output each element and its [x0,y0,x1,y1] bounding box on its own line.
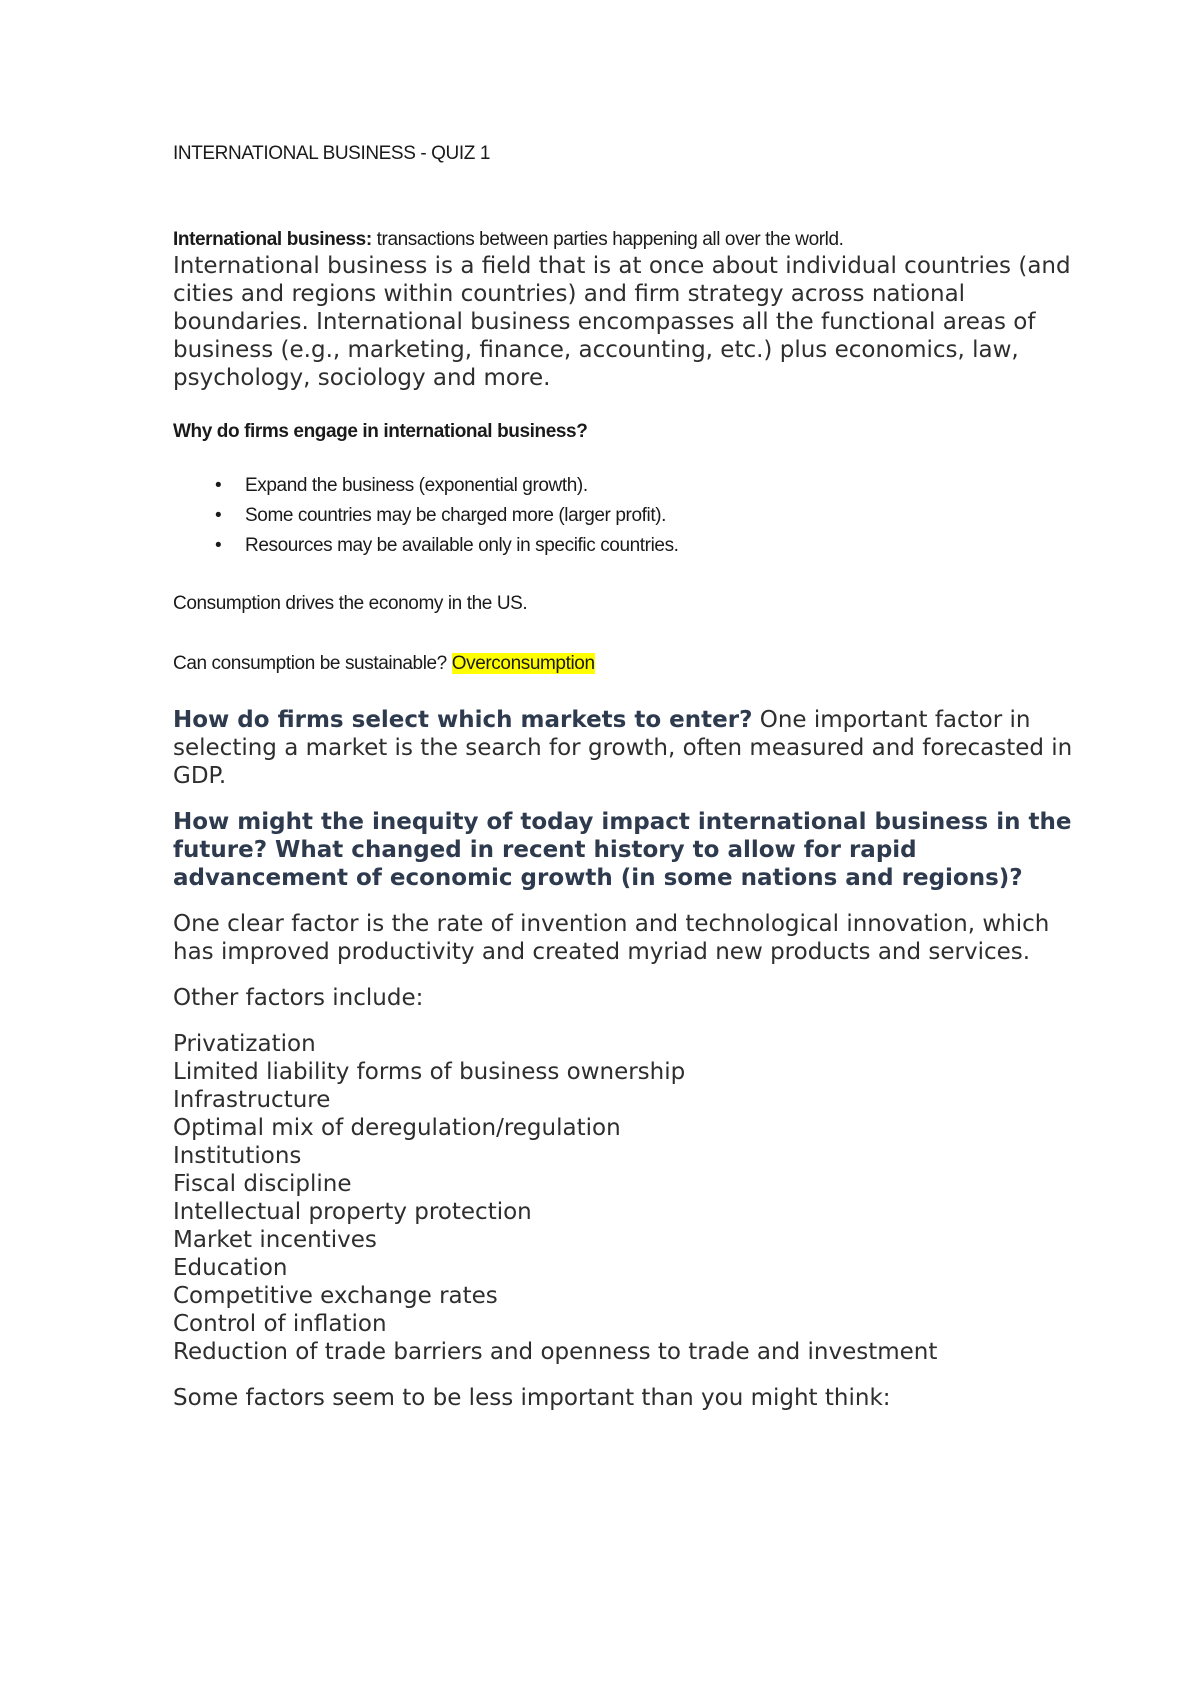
factor-item: Optimal mix of deregulation/regulation [173,1115,621,1141]
definition-line [173,228,1073,252]
inequity-question: How might the inequity of today impact international business in the future? What changed in recent history to allow for rapid advancement of economic growth (in some nations and regions)? [173,809,1072,891]
markets-paragraph [173,706,1073,790]
bullet-icon: • [215,535,222,556]
factor-item: Fiscal discipline [173,1171,352,1197]
reasons-list [173,474,1073,564]
markets-answer: One important factor in selecting a market is the search for growth, often measured and forecasted in GDP. [173,707,1073,789]
definition-rest: transactions between parties happening all over the world. [371,229,844,250]
factor-item: Privatization [173,1031,316,1057]
list-item [173,534,1073,564]
factor-item: Intellectual property protection [173,1199,532,1225]
bullet-icon: • [215,505,222,526]
markets-question: How do firms select which markets to enter? [173,707,753,733]
factor-item: Reduction of trade barriers and openness to trade and investment [173,1339,938,1365]
other-factors-intro: Other factors include: [173,985,424,1011]
highlighted-term: Overconsumption [451,653,595,674]
consumption-line: Consumption drives the economy in the US. [173,593,528,614]
less-important-line: Some factors seem to be less important than you might think: [173,1385,891,1411]
bullet-icon: • [215,475,222,496]
list-item [173,474,1073,504]
why-heading: Why do firms engage in international business? [173,421,588,442]
factor-item: Market incentives [173,1227,377,1253]
definition-lead: International business: [173,229,372,250]
factor-item: Institutions [173,1143,302,1169]
clear-factor-paragraph: One clear factor is the rate of invention and technological innovation, which has improved productivity and created myriad new products and services. [173,911,1050,965]
factor-item: Infrastructure [173,1087,331,1113]
factor-item: Limited liability forms of business ownership [173,1059,686,1085]
list-item-text: Resources may be available only in specific countries. [245,535,679,556]
sustainability-line [173,652,1073,676]
factor-item: Competitive exchange rates [173,1283,498,1309]
factors-list [173,1030,1073,1366]
factor-item: Control of inflation [173,1311,387,1337]
factor-item: Education [173,1255,288,1281]
list-item-text: Expand the business (exponential growth). [245,475,588,496]
list-item [173,504,1073,534]
document-page [173,142,1073,1412]
definition-paragraph: International business is a field that is at once about individual countries (and cities and regions within countries) and firm strategy across national boundaries. International business encompasses all the functional areas of business (e.g., marketing, finance, accounting, etc.) plus economics, law, psychology, sociology and more. [173,253,1071,391]
sustainability-question: Can consumption be sustainable? [173,653,452,674]
doc-title: INTERNATIONAL BUSINESS - QUIZ 1 [173,143,490,164]
list-item-text: Some countries may be charged more (larger profit). [245,505,667,526]
